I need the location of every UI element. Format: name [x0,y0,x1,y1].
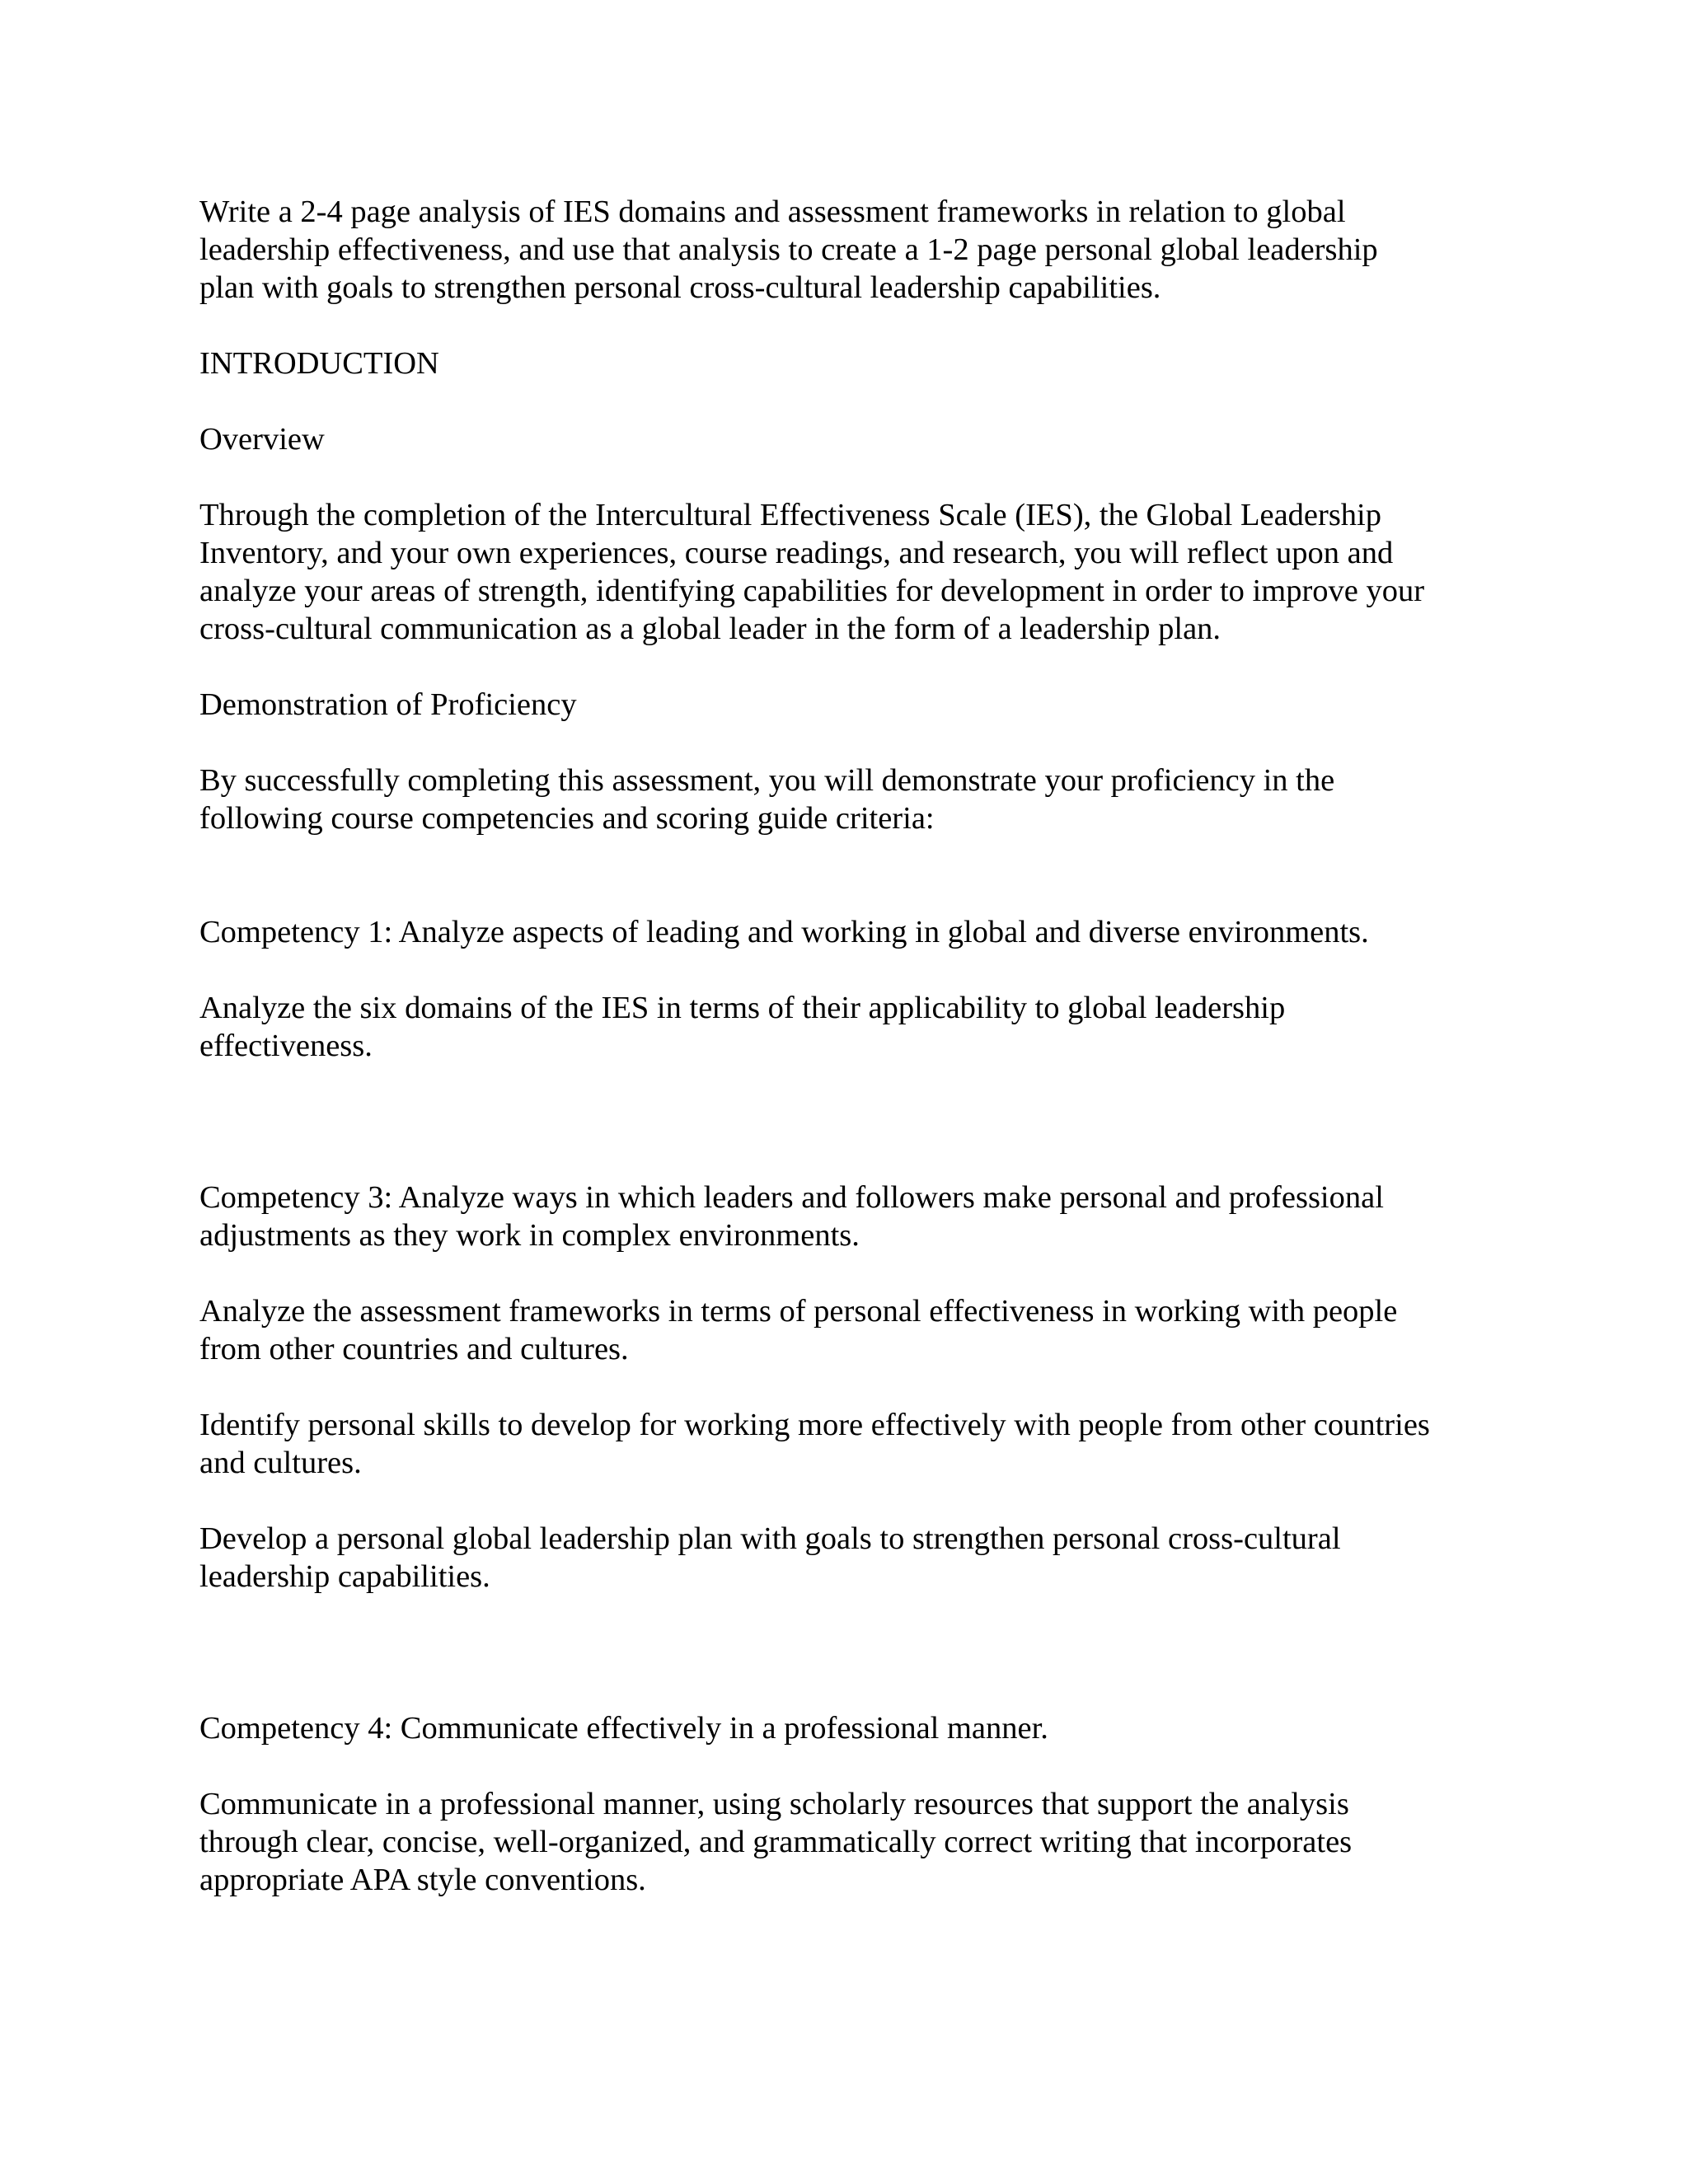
proficiency-paragraph: By successfully completing this assessment, you will demonstrate your proficiency in the following course competencies and scoring guide criteria: [199,763,1335,836]
competency-3-criterion-2: Identify personal skills to develop for working more effectively with people from other countries and cultures. [199,1408,1430,1480]
competency-1-heading: Competency 1: Analyze aspects of leading and working in global and diverse environments. [199,915,1369,949]
competency-1-criterion: Analyze the six domains of the IES in terms of their applicability to global leadership effectiveness. [199,991,1286,1063]
competency-4-criterion: Communicate in a professional manner, using scholarly resources that support the analysis through clear, concise, well-organized, and grammatically correct writing that incorporates appropriate APA style conventions. [199,1787,1353,1897]
proficiency-heading: Demonstration of Proficiency [199,687,577,722]
overview-paragraph: Through the completion of the Intercultural Effectiveness Scale (IES), the Global Leadership Inventory, and your own experiences, course readings, and research, you will reflect upon and analyze your areas of strength, identifying capabilities for development in order to improve your cross-cultural communication as a global leader in the form of a leadership plan. [199,498,1425,646]
overview-heading: Overview [199,422,325,457]
introduction-heading: INTRODUCTION [199,346,439,381]
competency-3-criterion-1: Analyze the assessment frameworks in terms of personal effectiveness in working with people from other countries and cultures. [199,1294,1398,1366]
assignment-instructions: Write a 2-4 page analysis of IES domains and assessment frameworks in relation to global leadership effectiveness, and use that analysis to create a 1-2 page personal global leadership plan with goals to strengthen personal cross-cultural leadership capabilities. [199,194,1378,305]
competency-3-criterion-3: Develop a personal global leadership plan with goals to strengthen personal cross-cultural leadership capabilities. [199,1521,1341,1594]
competency-4-heading: Competency 4: Communicate effectively in a professional manner. [199,1711,1048,1746]
document-body [199,193,1526,1899]
competency-3-heading: Competency 3: Analyze ways in which leaders and followers make personal and professional adjustments as they work in complex environments. [199,1180,1384,1253]
